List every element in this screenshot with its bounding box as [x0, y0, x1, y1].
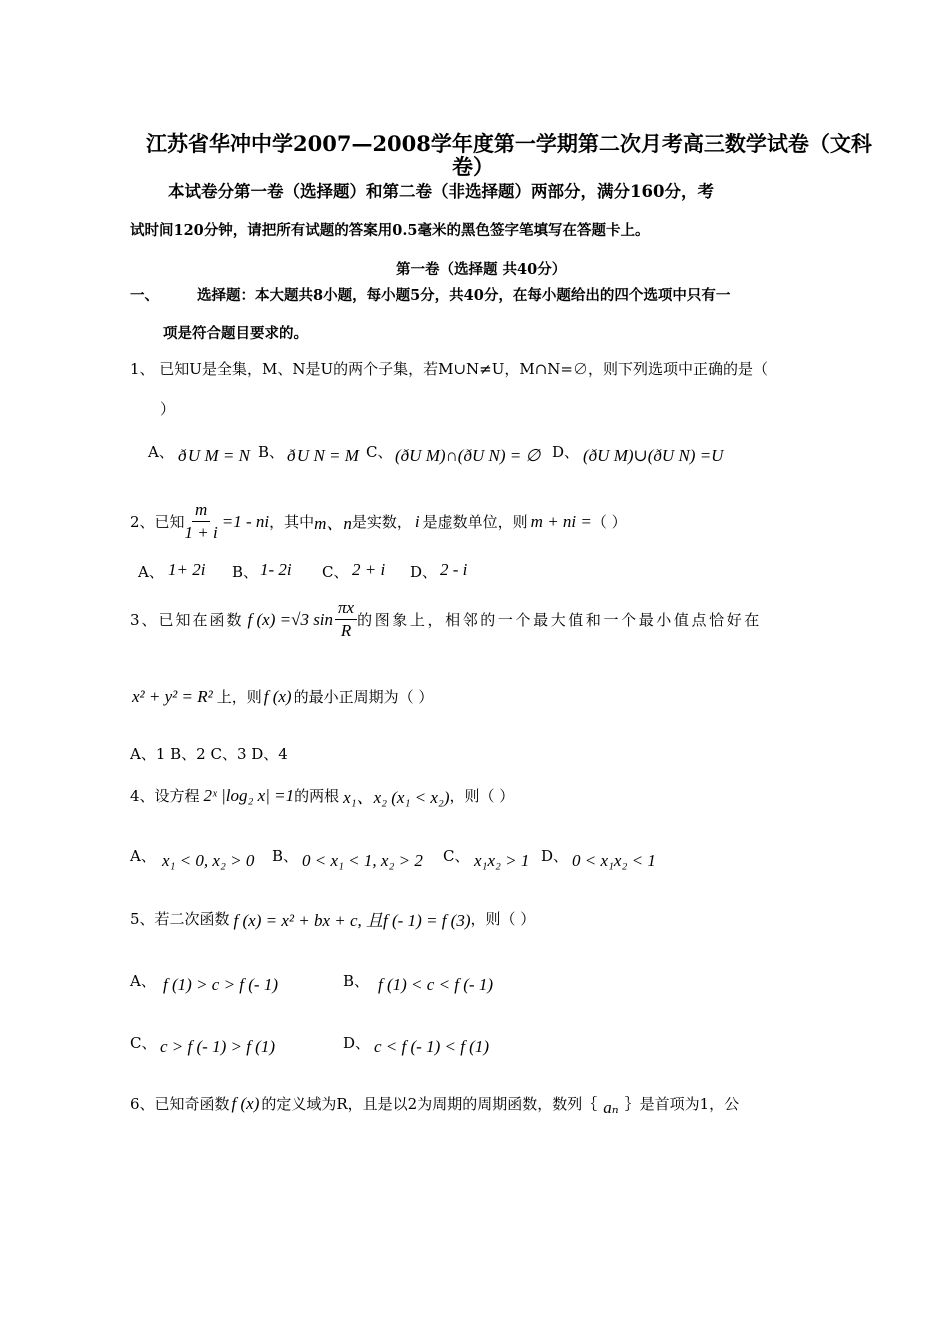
q2-stem	[130, 500, 627, 543]
q2-mid3: 是虚数单位，则	[422, 513, 528, 531]
q2-option-c-label: C、	[322, 563, 349, 581]
q3-stem-line2	[132, 686, 433, 707]
q4-option-b: 0 < x₁ < 1, x₂ > 2	[302, 851, 423, 870]
exam-title-line1: 江苏省华冲中学2007—2008学年度第一学期第二次月考高三数学试卷（文科	[146, 131, 872, 156]
instruction-line1: 选择题：本大题共8小题，每小题5分，共40分，在每小题给出的四个选项中只有一	[197, 287, 731, 304]
q2-ivar: i	[414, 511, 420, 531]
q5-prefix: 5、若二次函数	[130, 910, 230, 928]
q6-mid: 的定义域为R，且是以2为周期的周期函数，数列｛	[261, 1095, 598, 1113]
q4-roots: x₁、x₂ (x₁ < x₂)	[343, 788, 450, 807]
q4-option-c: x₁x₂ > 1	[474, 851, 530, 870]
q4-option-a: x₁ < 0, x₂ > 0	[162, 851, 255, 870]
q1-option-a: ð U M = N	[178, 446, 250, 465]
q5-tail: ，则（ ）	[470, 910, 536, 928]
q2-option-d: 2 - i	[440, 560, 468, 579]
q6-seq: aₙ	[603, 1097, 619, 1117]
q1-option-d-label: D、	[552, 443, 580, 461]
q2-vars: m、n	[314, 514, 352, 533]
q4-prefix: 4、设方程	[130, 787, 200, 805]
q5-option-a: f (1) > c > f (- 1)	[163, 975, 278, 994]
q5-option-d: c < f (- 1) < f (1)	[374, 1037, 489, 1056]
q6-prefix: 6、已知奇函数	[130, 1095, 230, 1113]
q1-option-d: (ðU M)∪(ðU N) =U	[583, 446, 724, 465]
q6-stem	[130, 1093, 740, 1117]
q2-option-a-label: A、	[138, 563, 164, 581]
q4-option-d: 0 < x₁x₂ < 1	[572, 851, 656, 870]
q3-frac-num: πx	[335, 598, 357, 620]
exam-title-line2: 卷）	[452, 154, 494, 179]
q4-option-b-label: B、	[272, 847, 299, 865]
q3-tail2: 上，则	[216, 688, 262, 706]
q1-stem-line1: 1、 已知U是全集，M、N是U的两个子集，若M∪N≠U，M∩N=∅，则下列选项中正确的是（	[130, 360, 768, 378]
q3-prefix: 3、已知在函数	[130, 611, 244, 629]
intro-line1: 本试卷分第一卷（选择题）和第二卷（非选择题）两部分，满分160分，考	[168, 182, 714, 201]
q1-option-a-label: A、	[148, 443, 174, 461]
q2-option-a: 1+ 2i	[168, 560, 206, 579]
instruction-line2: 项是符合题目要求的。	[163, 325, 308, 342]
q3-circle: x² + y² = R²	[132, 686, 213, 706]
q4-mid: 的两根	[294, 787, 340, 805]
q1-stem-line2: ）	[160, 400, 176, 418]
intro-line2: 试时间120分钟，请把所有试题的答案用0.5毫米的黑色签字笔填写在答题卡上。	[130, 222, 650, 239]
q5-option-a-label: A、	[130, 972, 156, 990]
q2-fraction	[185, 500, 218, 543]
q2-frac-num: m	[192, 500, 210, 522]
q3-frac-den: R	[340, 621, 352, 640]
q6-fx: f (x)	[231, 1093, 260, 1113]
q1-option-b: ð U N = M	[287, 446, 359, 465]
instruction-number: 一、	[130, 287, 159, 304]
q3-fx: f (x)	[263, 686, 292, 706]
q2-option-b-label: B、	[232, 563, 259, 581]
q4-option-a-label: A、	[130, 847, 156, 865]
q4-stem	[130, 783, 514, 808]
q2-tail: （ ）	[591, 513, 627, 531]
q2-mid1: ，其中	[269, 513, 315, 531]
q6-tail: ｝是首项为1，公	[624, 1095, 740, 1113]
q5-option-c-label: C、	[130, 1034, 157, 1052]
q2-prefix: 2、已知	[130, 513, 185, 531]
q3-tail3: 的最小正周期为（ ）	[293, 688, 434, 706]
q2-option-b: 1- 2i	[260, 560, 292, 579]
section-heading: 第一卷（选择题 共40分）	[396, 261, 567, 278]
q5-cond: f (x) = x² + bx + c, 且f (- 1) = f (3)	[233, 911, 471, 930]
q5-stem	[130, 906, 535, 931]
q1-option-b-label: B、	[258, 443, 285, 461]
q2-eq: =1 - ni	[221, 511, 270, 531]
q1-option-c: (ðU M)∩(ðU N) = ∅	[395, 446, 541, 465]
q3-func: f (x) =√3 sin	[247, 609, 334, 629]
q2-option-d-label: D、	[410, 563, 438, 581]
q5-option-b-label: B、	[343, 972, 370, 990]
q3-fraction	[335, 598, 357, 641]
q5-option-b: f (1) < c < f (- 1)	[378, 975, 493, 994]
q4-eq: 2ˣ |log₂ x| =1	[203, 785, 295, 805]
q2-expr: m + ni =	[530, 511, 592, 531]
q3-options: A、1 B、2 C、3 D、4	[130, 745, 288, 763]
q2-mid2: 是实数，	[351, 513, 412, 531]
q4-option-d-label: D、	[541, 847, 569, 865]
q2-frac-den: 1 + i	[184, 523, 218, 542]
q4-tail: ，则（ ）	[449, 787, 515, 805]
q3-stem-line1	[130, 598, 762, 641]
q1-option-c-label: C、	[366, 443, 393, 461]
q5-option-d-label: D、	[343, 1034, 371, 1052]
q3-tail1: 的图象上，相邻的一个最大值和一个最小值点恰好在	[357, 611, 762, 629]
q5-option-c: c > f (- 1) > f (1)	[160, 1037, 275, 1056]
q4-option-c-label: C、	[443, 847, 470, 865]
q2-option-c: 2 + i	[352, 560, 386, 579]
